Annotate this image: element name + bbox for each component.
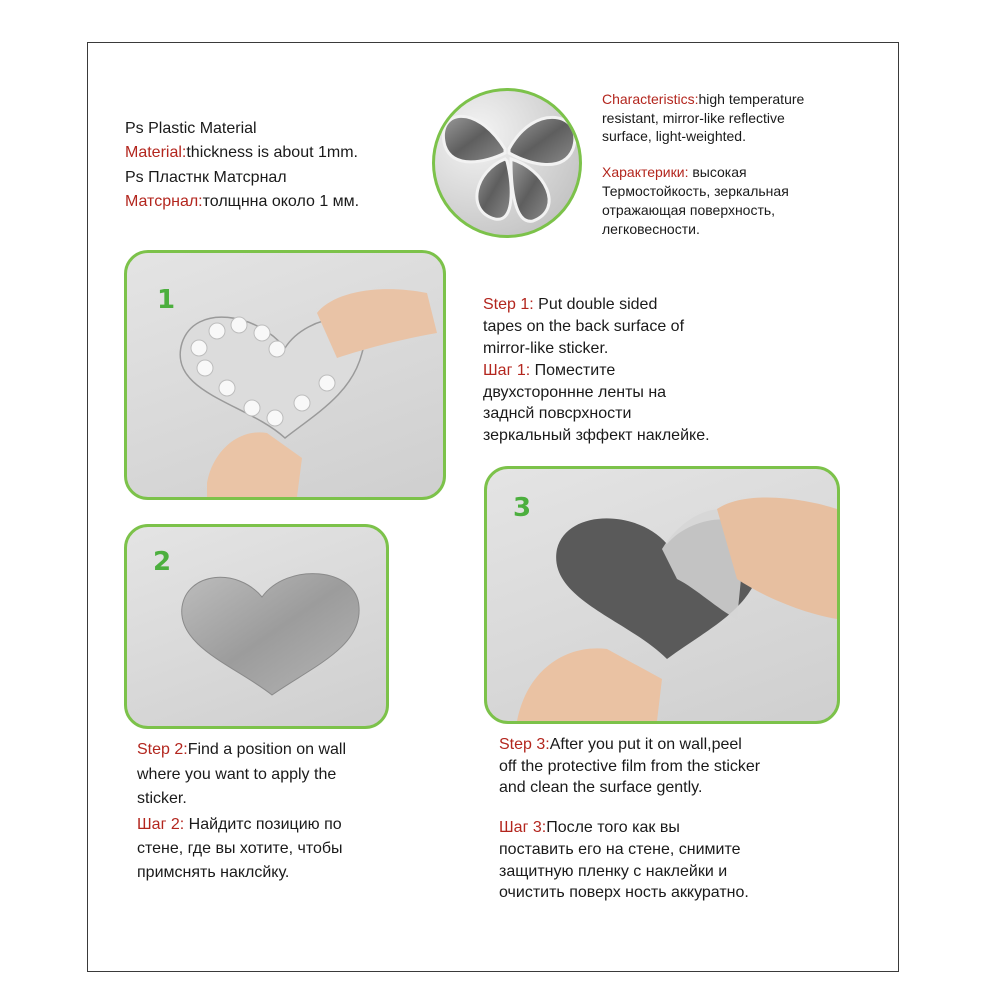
step2-photo-panel [124, 524, 389, 729]
step1-ru-line-4: зеркальный зффект наклейке. [483, 427, 710, 444]
step1-line-3: mirror-like sticker. [483, 340, 609, 357]
material-label-en: Material: [125, 144, 187, 161]
step1-ru-line-2: двухстороннне ленты на [483, 384, 667, 401]
heart-with-tapes-illustration [127, 253, 443, 497]
step2-line-2: where you want to apply the [137, 766, 337, 783]
material-title-ru: Ps Пластнк Матсрнал [125, 169, 287, 186]
characteristics-line-1 [602, 90, 804, 109]
step1-line-1 [483, 293, 657, 317]
material-text-en: thickness is about 1mm. [186, 144, 358, 161]
characteristics-ru-line-1 [602, 163, 747, 182]
step3-ru-line-1 [499, 816, 680, 840]
characteristics-ru-line-4: легковесности. [602, 221, 700, 237]
step3-line-1 [499, 733, 742, 757]
step1-line-2: tapes on the back surface of [483, 318, 685, 335]
characteristics-text-en-1: high temperature [698, 91, 805, 107]
step1-number: 1 [157, 285, 176, 315]
step1-ru-line-3: заднсй повсрхности [483, 405, 632, 422]
step2-label-en: Step 2: [137, 741, 188, 758]
characteristics-ru-line-3: отражающая поверхность, [602, 202, 776, 218]
butterfly-mirror-icon [435, 91, 579, 235]
step1-text-en-1: Put double sided [533, 296, 658, 313]
step3-ru-line-4: очистить поверх ность аккуратно. [499, 884, 749, 901]
peeling-film-illustration [487, 469, 837, 721]
material-label-ru: Матсрнал: [125, 193, 203, 210]
step1-text-ru-1: Поместите [530, 362, 616, 379]
characteristics-label-en: Characteristics: [602, 91, 699, 107]
step3-number: 3 [513, 493, 532, 523]
step2-text-ru-1: Найдитс позицию по [184, 816, 342, 833]
step3-text-ru-1: После того как вы [546, 819, 680, 836]
step2-number: 2 [153, 547, 172, 577]
characteristics-label-ru: Характерики: [602, 164, 689, 180]
step1-label-en: Step 1: [483, 296, 534, 313]
step2-line-3: sticker. [137, 790, 187, 807]
step3-label-en: Step 3: [499, 736, 550, 753]
step2-text-en-1: Find a position on wall [187, 741, 347, 758]
characteristics-text-ru-1: высокая [688, 164, 747, 180]
step1-ru-line-1 [483, 359, 615, 383]
step2-ru-line-2: стене, где вы хотите, чтобы [137, 840, 343, 857]
step3-line-3: and clean the surface gently. [499, 779, 703, 796]
characteristics-ru-line-2: Термостойкость, зеркальная [602, 183, 789, 199]
step1-label-ru: Шаг 1: [483, 362, 531, 379]
step3-label-ru: Шаг 3: [499, 819, 547, 836]
step2-ru-line-3: примснять наклсйку. [137, 864, 290, 881]
material-text-ru: толщнна около 1 мм. [202, 193, 360, 210]
material-desc-ru [125, 190, 359, 214]
step2-label-ru: Шаг 2: [137, 816, 185, 833]
material-desc-en [125, 141, 358, 165]
heart-on-wall-illustration [127, 527, 386, 726]
butterfly-closeup-image [432, 88, 582, 238]
step3-ru-line-3: защитную пленку с наклейки и [499, 863, 728, 880]
step2-line-1 [137, 738, 346, 762]
step2-ru-line-1 [137, 813, 342, 837]
material-title-en: Ps Plastic Material [125, 120, 257, 137]
step3-text-en-1: After you put it on wall,peel [549, 736, 742, 753]
characteristics-line-2: resistant, mirror-like reflective [602, 110, 785, 126]
characteristics-line-3: surface, light-weighted. [602, 128, 746, 144]
step1-photo-panel [124, 250, 446, 500]
step3-ru-line-2: поставить его на стене, снимите [499, 841, 741, 858]
step3-line-2: off the protective film from the sticker [499, 758, 761, 775]
step3-photo-panel [484, 466, 840, 724]
